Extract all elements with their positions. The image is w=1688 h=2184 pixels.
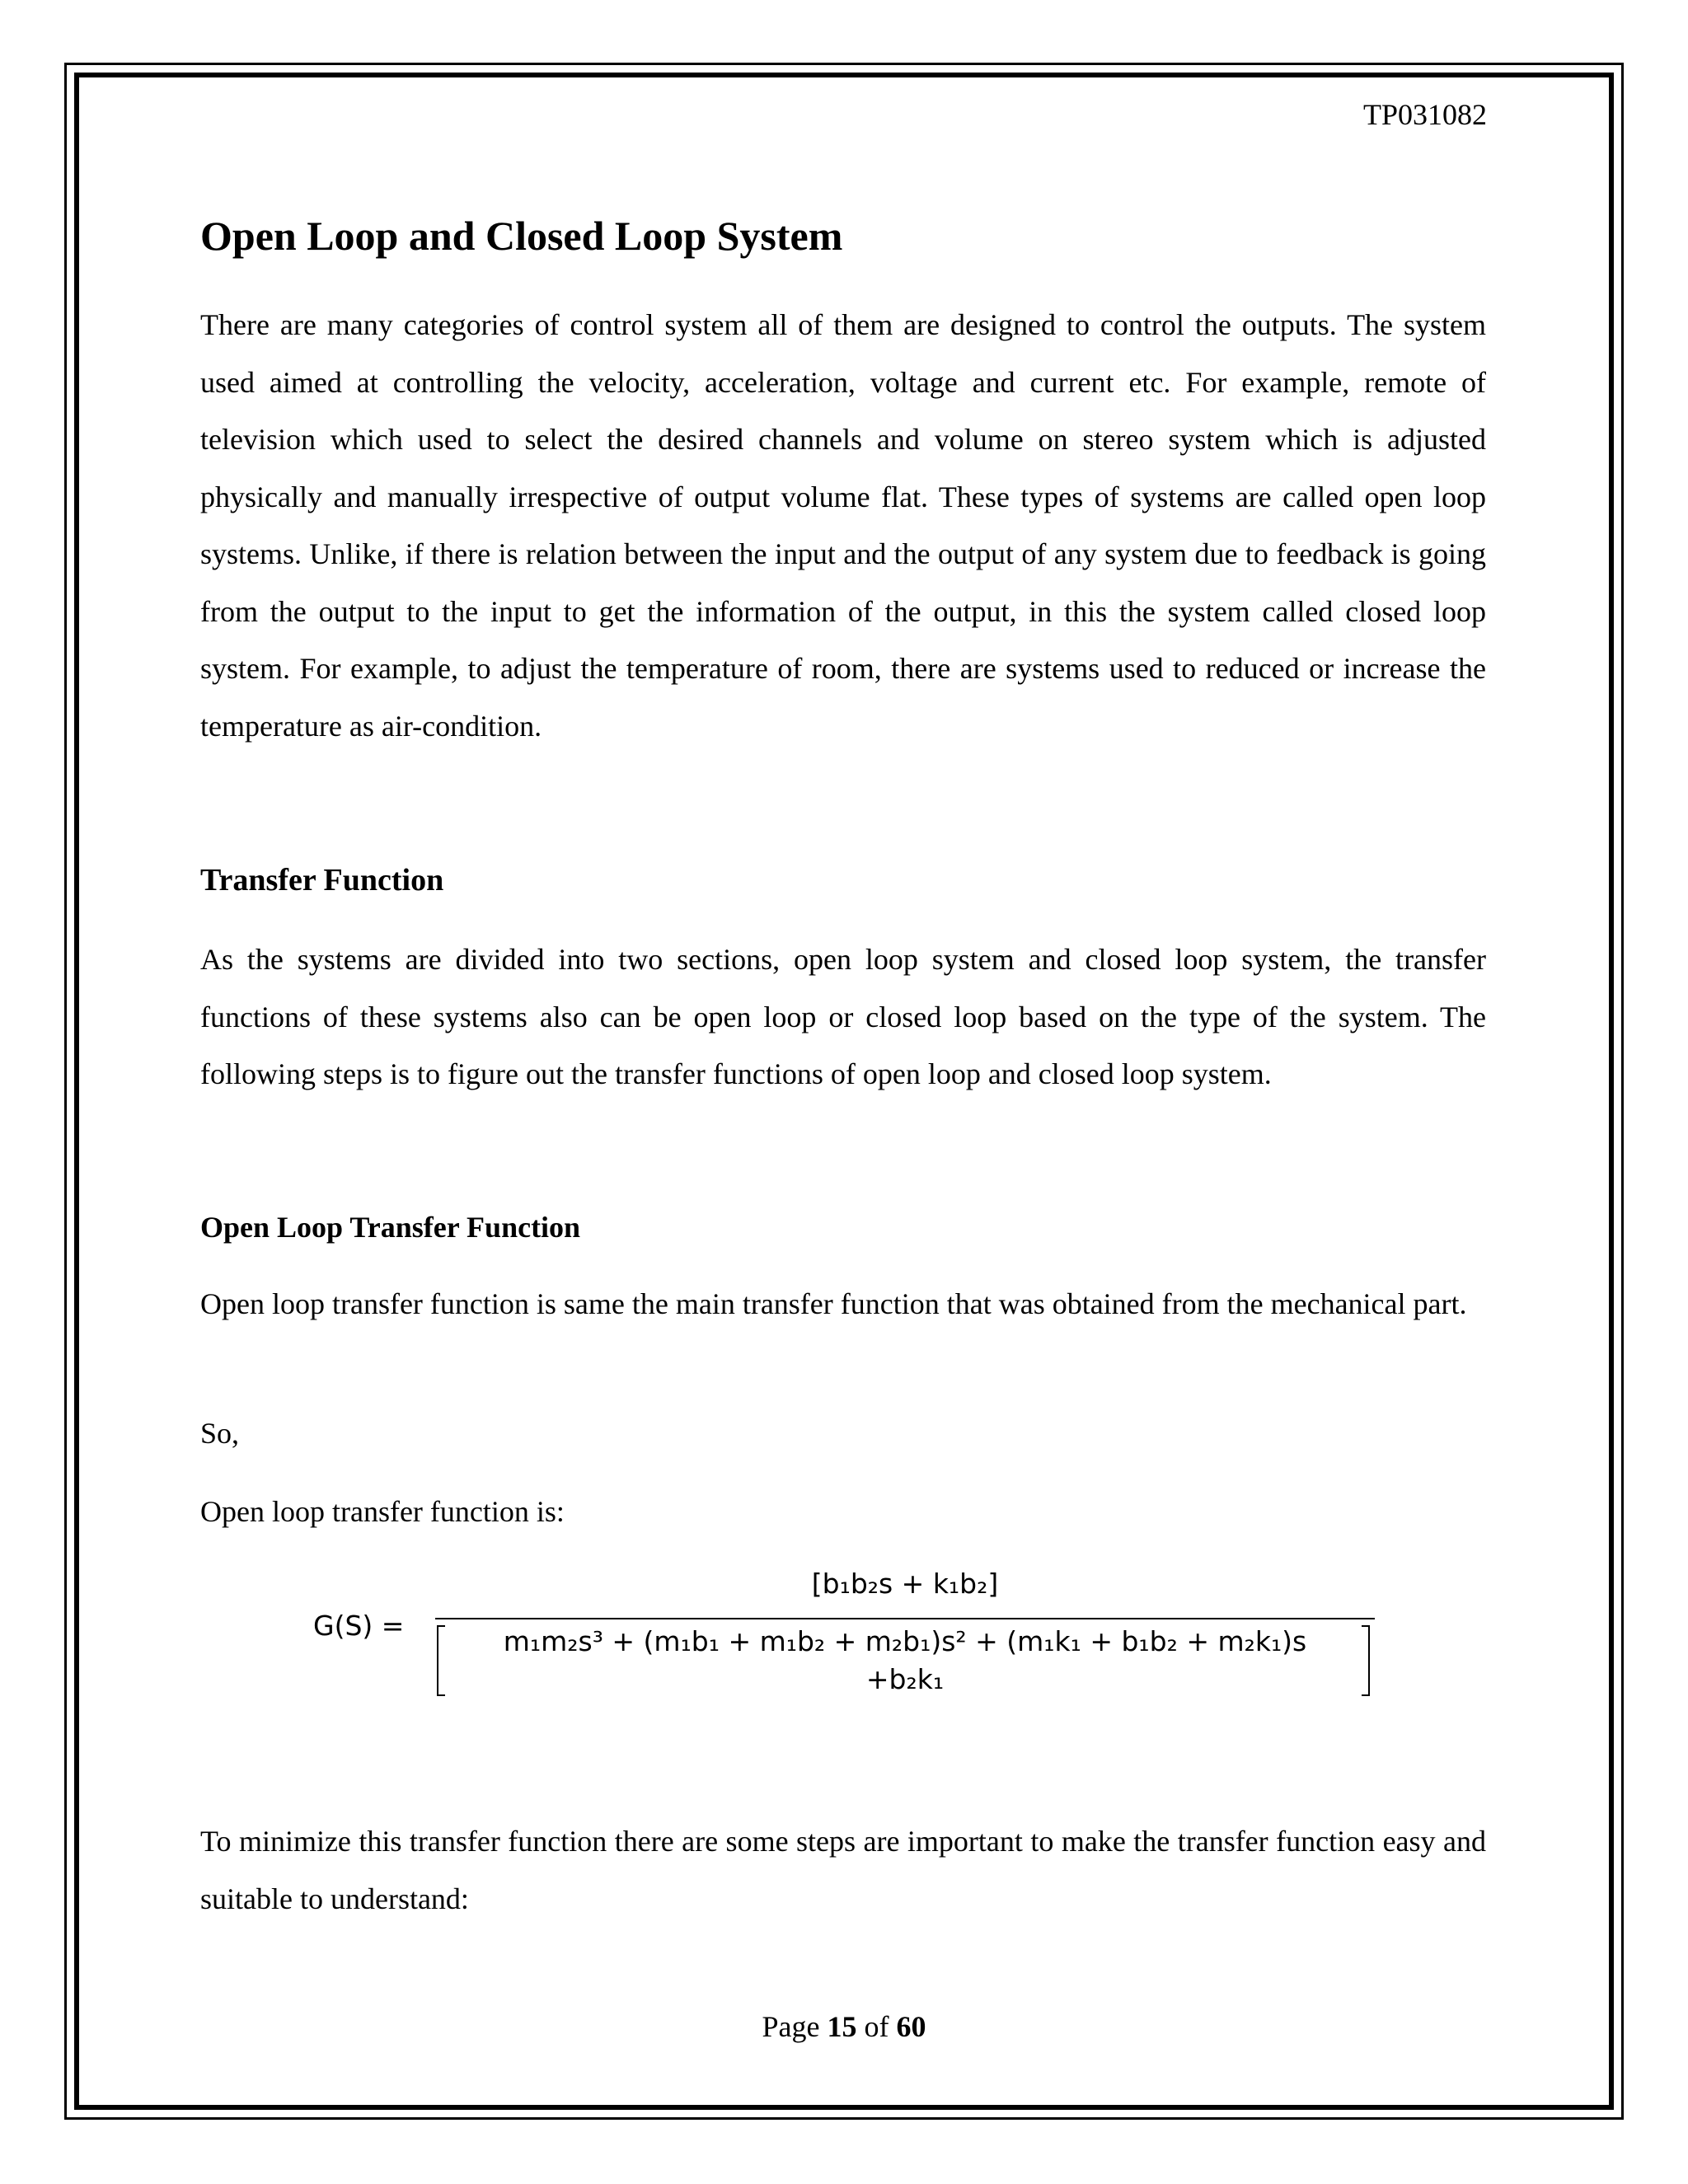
section-open-loop-tf <box>200 1205 1486 1249</box>
section-transfer-function <box>200 857 1486 903</box>
equation-numerator: [b₁b₂s + k₁b₂] <box>811 1568 999 1600</box>
paragraph: Open loop transfer function is: <box>200 1495 565 1528</box>
fraction-bar <box>435 1618 1375 1619</box>
so-line <box>200 1405 1486 1463</box>
section-title: Open Loop and Closed Loop System <box>200 213 843 259</box>
equation-denominator-line2: +b₂k₁ <box>865 1663 945 1695</box>
of-word: of <box>864 2010 889 2043</box>
paragraph: There are many categories of control system all of them are designed to control the outputs. The system used aimed at controlling the velocity, acceleration, voltage and current etc. For example, remote of television which used to select the desired channels and volume on stereo system which is adjusted physically and manually irrespective of output volume flat. These types of systems are called open loop systems. Unlike, if there is relation between the input and the output of any system due to feedback is going from the output to the input to get the information of the output, in this the system called closed loop system. For example, to adjust the temperature of room, there are systems used to reduced or increase the temperature as air-condition. <box>200 308 1486 743</box>
section-title: Transfer Function <box>200 863 444 898</box>
page-word: Page <box>762 2010 820 2043</box>
paragraph: So, <box>200 1417 240 1450</box>
section-open-closed-loop <box>200 206 1486 265</box>
subsection-title: Open Loop Transfer Function <box>200 1211 581 1244</box>
page-total: 60 <box>896 2010 926 2043</box>
paragraph: To minimize this transfer function there are some steps are important to make the transfer function easy and suitable to understand: <box>200 1825 1486 1915</box>
section-transfer-function-body <box>200 931 1486 1104</box>
paragraph: Open loop transfer function is same the main transfer function that was obtained from the mechanical part. <box>200 1287 1467 1320</box>
page-footer <box>0 2009 1688 2044</box>
equation-denominator-line1: m₁m₂s³ + (m₁b₁ + m₁b₂ + m₂b₁)s² + (m₁k₁ + b₁b₂ + m₂k₁)s <box>503 1625 1307 1657</box>
section-open-loop-tf-body <box>200 1276 1486 1333</box>
olt-label-line <box>200 1483 1486 1541</box>
paragraph: As the systems are divided into two sections, open loop system and closed loop system, the transfer functions of these systems also can be open loop or closed loop based on the type of the system. The following steps is to figure out the transfer functions of open loop and closed loop system. <box>200 943 1486 1090</box>
transfer-function-equation <box>313 1568 1401 1714</box>
document-id: TP031082 <box>1362 98 1487 131</box>
right-bracket <box>1362 1625 1370 1696</box>
equation-lhs: G(S) = <box>313 1610 405 1642</box>
after-equation-text <box>200 1813 1486 1928</box>
page-current: 15 <box>827 2010 857 2043</box>
section-open-closed-loop-body <box>200 297 1486 755</box>
